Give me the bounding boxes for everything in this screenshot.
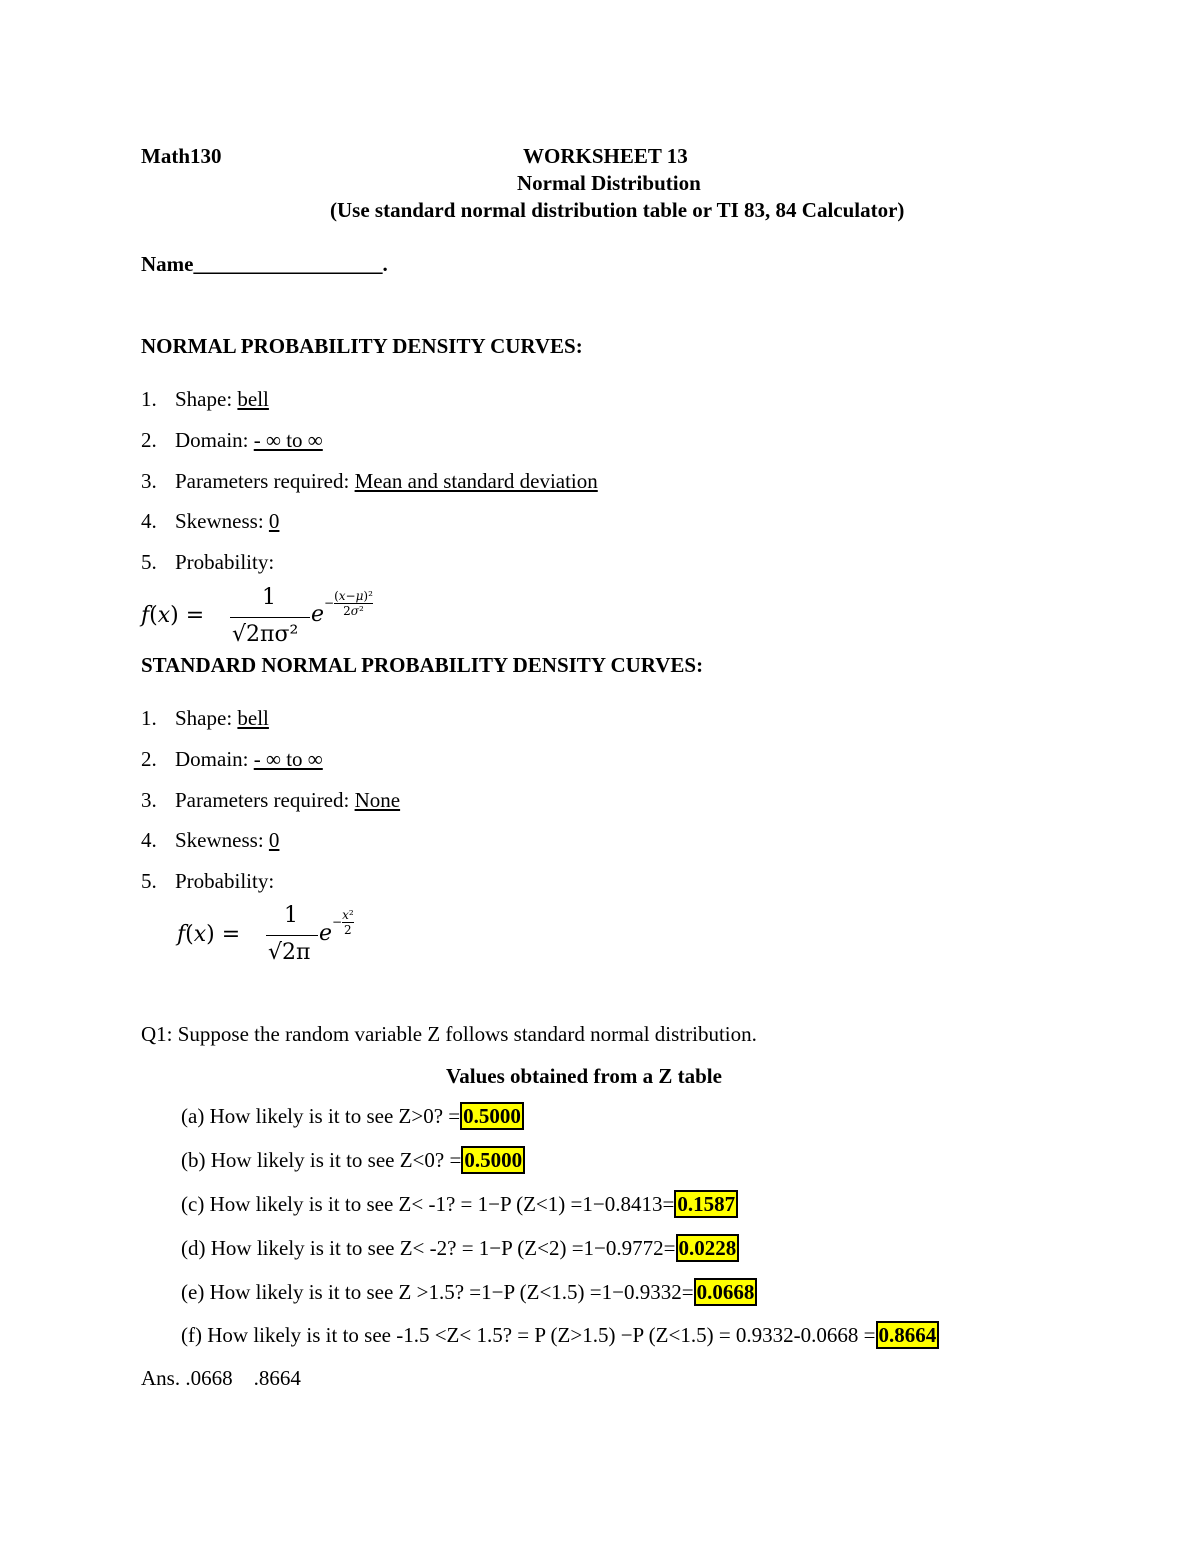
answer-highlight: 0.1587 [674,1190,738,1218]
normal-formula-exp: e [311,602,325,627]
answer-line: Ans. .0668 .8664 [141,1366,301,1390]
q1-part-e: (e) How likely is it to see Z >1.5? =1−P (Z<1.5) =1−0.9332= 0.0668 [181,1280,757,1305]
standard-item-skewness: 4. Skewness: 0 [141,828,280,852]
normal-item-parameters: 3. Parameters required: Mean and standard deviation [141,469,598,493]
answer-highlight: 0.5000 [461,1146,525,1174]
normal-formula-exp-power: − $\frac{\text{(x−μ)²}}{\text{2σ²}}$ [324,589,373,618]
standard-fraction-bar [266,935,318,936]
normal-formula-lhs: f(x) = [141,603,205,628]
q1-part-c: (c) How likely is it to see Z< -1? = 1−P (Z<1) =1−0.8413= 0.1587 [181,1192,738,1217]
answer-highlight: 0.0668 [694,1278,758,1306]
z-table-title: Values obtained from a Z table [446,1064,722,1088]
normal-fraction-bar [230,617,310,618]
normal-item-probability: 5. Probability: [141,550,275,574]
normal-item-domain: 2. Domain: - ∞ to ∞ [141,428,323,452]
q1-part-f: (f) How likely is it to see -1.5 <Z< 1.5? = P (Z>1.5) −P (Z<1.5) = 0.9332-0.0668 = 0.8664 [181,1323,939,1348]
name-label: Name [141,252,194,276]
standard-item-parameters: 3. Parameters required: None [141,788,401,812]
normal-formula-denominator: √2πσ² [232,622,299,647]
normal-item-skewness: 4. Skewness: 0 [141,509,280,533]
answer-highlight: 0.8664 [876,1321,940,1349]
answer-highlight: 0.5000 [460,1102,524,1130]
standard-formula-exp: e [319,921,333,946]
q1-part-b: (b) How likely is it to see Z<0? = 0.5000 [181,1148,525,1173]
q1-part-a: (a) How likely is it to see Z>0? = 0.5000 [181,1104,524,1129]
worksheet-subtitle: Normal Distribution [517,171,701,195]
standard-item-shape: 1. Shape: bell [141,706,269,730]
standard-formula-lhs: f(x) = [177,922,241,947]
normal-formula-numerator: 1 [262,585,276,610]
standard-heading: STANDARD NORMAL PROBABILITY DENSITY CURVES: [141,653,704,677]
standard-formula-numerator: 1 [284,903,298,928]
standard-item-domain: 2. Domain: - ∞ to ∞ [141,747,323,771]
course-code: Math130 [141,144,222,168]
q1-part-d: (d) How likely is it to see Z< -2? = 1−P (Z<2) =1−0.9772= 0.0228 [181,1236,739,1261]
name-line: __________________. [193,252,388,276]
standard-item-probability: 5. Probability: [141,869,275,893]
standard-formula-exp-power: − $\frac{\text{x²}}{2}$ [332,908,354,937]
answer-highlight: 0.0228 [676,1234,740,1262]
worksheet-instruction: (Use standard normal distribution table or TI 83, 84 Calculator) [330,198,905,222]
q1-prompt: Q1: Suppose the random variable Z follows standard normal distribution. [141,1022,757,1046]
normal-heading: NORMAL PROBABILITY DENSITY CURVES: [141,334,583,358]
worksheet-title: WORKSHEET 13 [523,144,688,168]
standard-formula-denominator: √2π [268,940,311,965]
normal-item-shape: 1. Shape: bell [141,387,269,411]
name-field [141,252,388,277]
